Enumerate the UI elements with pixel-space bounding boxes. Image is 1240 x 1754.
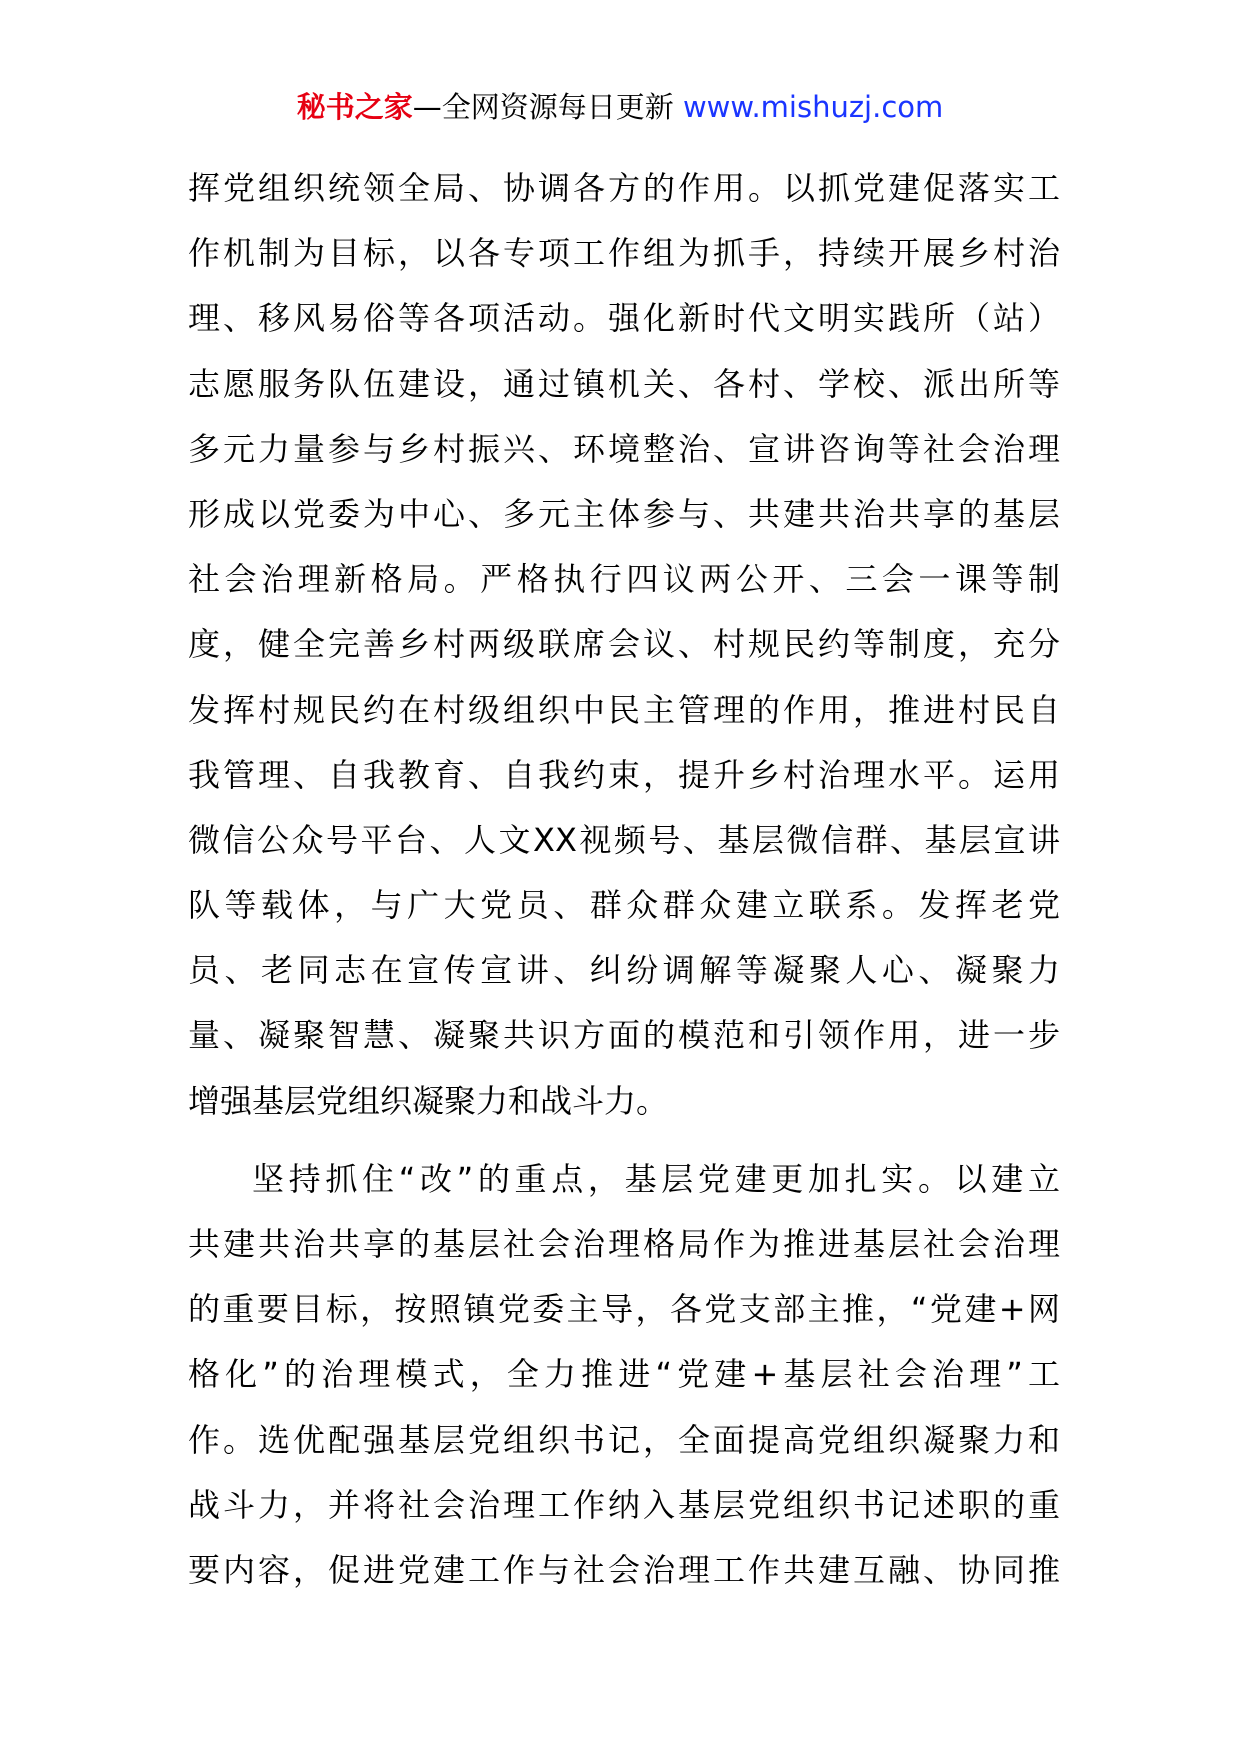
site-name: 秘书之家 [296,90,413,124]
document-body [188,156,1060,1603]
paragraph-gap [188,1134,1060,1147]
site-tagline: —全网资源每日更新 [412,90,683,124]
page-header [0,90,1240,125]
text-line: 坚持抓住“改”的重点，基层党建更加扎实。以建立 [252,1159,1060,1198]
text-line: 发挥村规民约在村级组织中民主管理的作用，推进村民自 [188,690,1060,729]
text-line: 我管理、自我教育、自我约束，提升乡村治理水平。运用 [188,755,1060,794]
paragraph [188,1147,1060,1603]
text-line: 形成以党委为中心、多元主体参与、共建共治共享的基层 [188,494,1060,533]
paragraph [188,156,1060,1134]
text-line: 挥党组织统领全局、协调各方的作用。以抓党建促落实工 [188,169,1060,207]
text-line: 格化”的治理模式，全力推进“党建+基层社会治理”工 [188,1355,1060,1394]
text-line: 理、移风易俗等各项活动。强化新时代文明实践所（站） [188,299,1060,338]
text-line: 多元力量参与乡村振兴、环境整治、宣讲咨询等社会治理 [188,429,1060,468]
site-url-link[interactable]: www.mishuzj.com [682,90,944,124]
text-line: 增强基层党组织凝聚力和战斗力。 [188,1081,669,1120]
text-line: 作机制为目标，以各专项工作组为抓手，持续开展乡村治 [188,234,1060,273]
text-line: 共建共治共享的基层社会治理格局作为推进基层社会治理 [188,1225,1060,1263]
text-line: 要内容，促进党建工作与社会治理工作共建互融、协同推 [188,1550,1060,1589]
text-line: 员、老同志在宣传宣讲、纠纷调解等凝聚人心、凝聚力 [188,951,1060,990]
text-line: 社会治理新格局。严格执行四议两公开、三会一课等制 [188,560,1060,599]
text-line: 战斗力，并将社会治理工作纳入基层党组织书记述职的重 [188,1485,1060,1524]
text-line: 作。选优配强基层党组织书记，全面提高党组织凝聚力和 [188,1420,1060,1459]
text-line: 微信公众号平台、人文XX视频号、基层微信群、基层宣讲 [188,820,1060,859]
text-line: 的重要目标，按照镇党委主导，各党支部主推，“党建+网 [188,1290,1060,1329]
text-line: 量、凝聚智慧、凝聚共识方面的模范和引领作用，进一步 [188,1016,1060,1055]
text-line: 度，健全完善乡村两级联席会议、村规民约等制度，充分 [188,625,1060,664]
text-line: 志愿服务队伍建设，通过镇机关、各村、学校、派出所等 [188,364,1060,403]
text-line: 队等载体，与广大党员、群众群众建立联系。发挥老党 [188,886,1060,925]
